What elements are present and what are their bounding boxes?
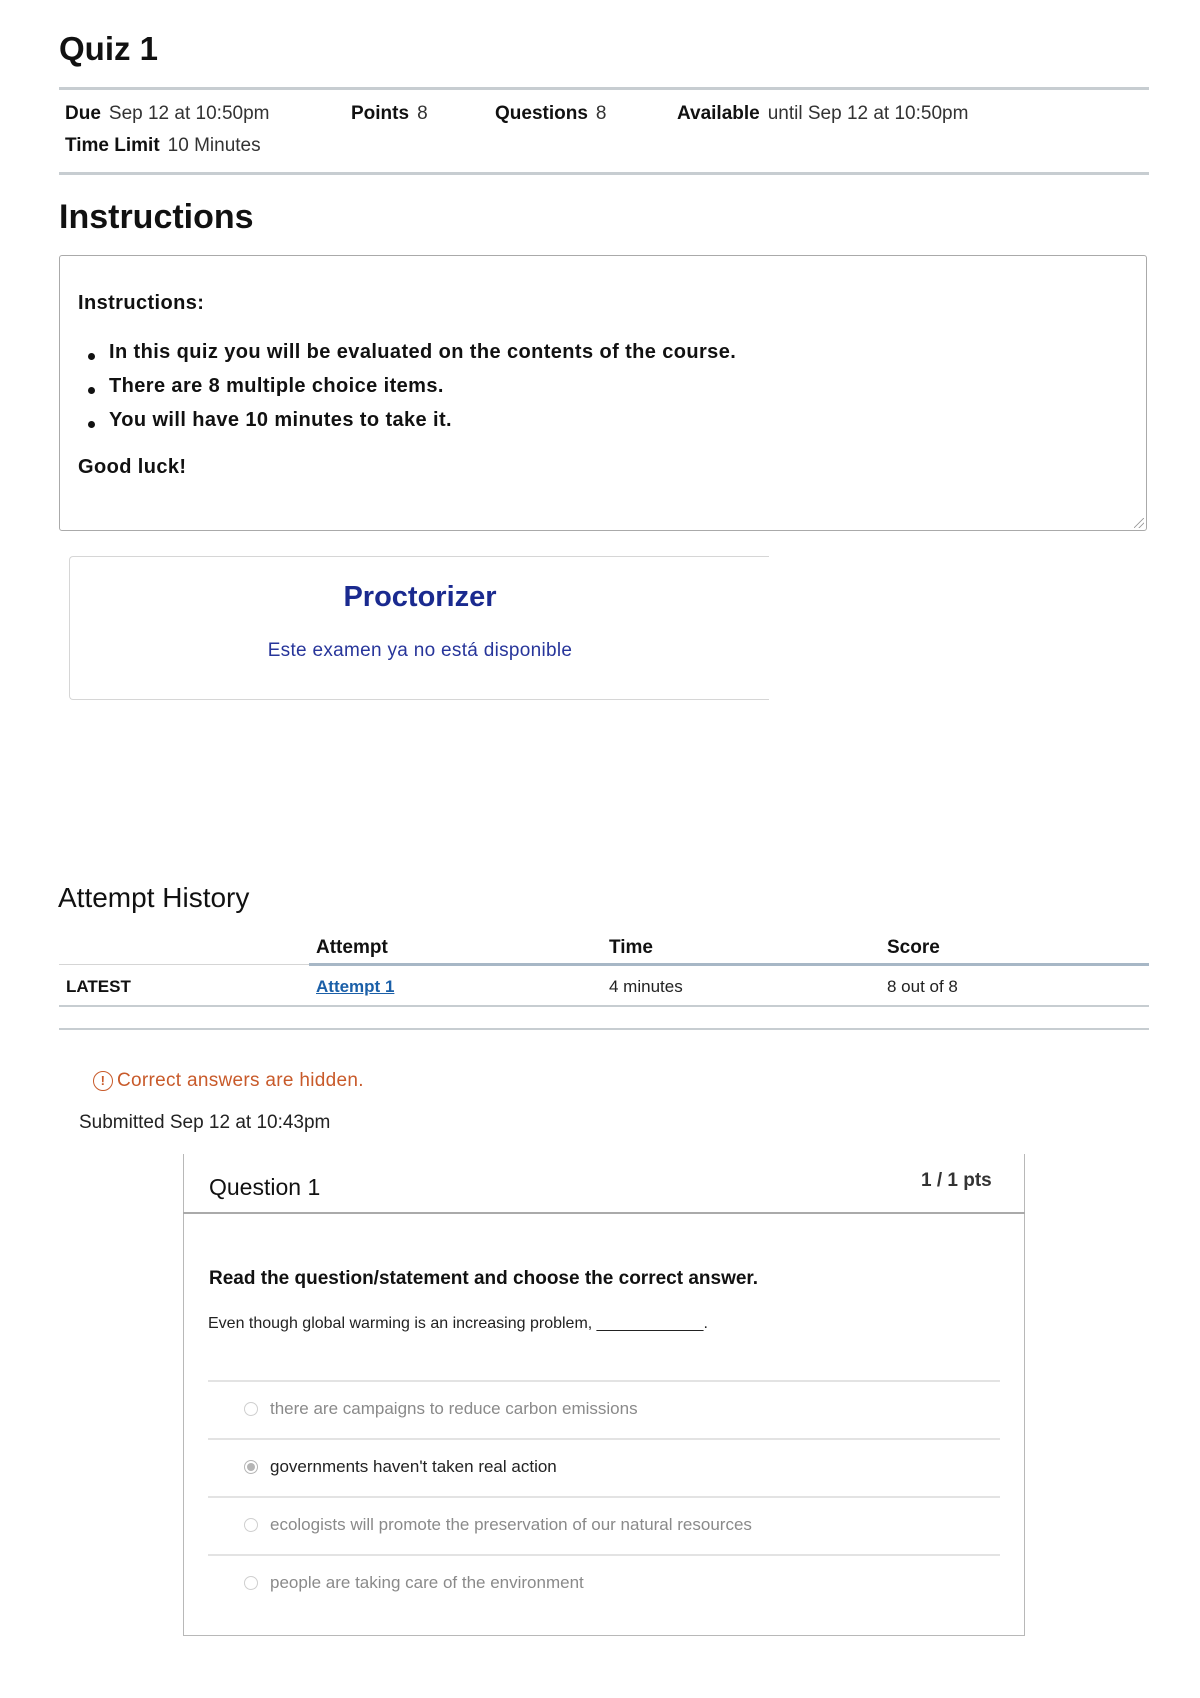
bullet-icon [88, 421, 95, 428]
bullet-icon [88, 353, 95, 360]
available-value: until Sep 12 at 10:50pm [767, 103, 969, 124]
instruction-item: There are 8 multiple choice items. [109, 375, 444, 397]
proctorizer-message: Este examen ya no está disponible [267, 640, 573, 661]
attempt-time: 4 minutes [609, 977, 683, 996]
due-label: Due [65, 103, 101, 124]
question-header-divider [183, 1212, 1025, 1214]
instruction-item: In this quiz you will be evaluated on the contents of the course. [109, 341, 737, 363]
answer-divider [208, 1554, 1000, 1556]
column-header-score: Score [887, 937, 940, 958]
column-header-attempt: Attempt [316, 937, 388, 958]
proctorizer-panel [69, 556, 769, 700]
due-value: Sep 12 at 10:50pm [108, 103, 270, 124]
answer-divider [208, 1380, 1000, 1382]
attempt-history-heading: Attempt History [58, 882, 250, 913]
due-info [65, 103, 269, 125]
points-label: Points [351, 103, 410, 124]
divider [59, 87, 1149, 90]
attempt-1-link[interactable]: Attempt 1 [316, 977, 395, 996]
questions-label: Questions [495, 103, 588, 124]
table-header-line [59, 964, 309, 965]
correct-hidden-text: Correct answers are hidden. [117, 1070, 364, 1091]
question-points: 1 / 1 pts [921, 1170, 992, 1191]
questions-value: 8 [595, 103, 607, 124]
submitted-timestamp: Submitted Sep 12 at 10:43pm [79, 1112, 331, 1133]
instructions-heading: Instructions [59, 198, 254, 236]
page-title: Quiz 1 [59, 30, 159, 67]
time-limit-info [65, 135, 261, 157]
resize-handle-icon[interactable] [1134, 518, 1144, 528]
instructions-closing: Good luck! [78, 456, 187, 478]
divider [59, 1028, 1149, 1030]
attempt-score: 8 out of 8 [887, 977, 958, 996]
answer-radio[interactable] [244, 1576, 258, 1590]
questions-info [495, 103, 606, 125]
divider [59, 172, 1149, 175]
proctorizer-title: Proctorizer [343, 581, 497, 613]
question-title: Question 1 [209, 1174, 321, 1200]
answer-option-selected[interactable]: governments haven't taken real action [270, 1457, 557, 1476]
latest-label: LATEST [66, 977, 131, 996]
answer-divider [208, 1438, 1000, 1440]
answer-radio[interactable] [244, 1518, 258, 1532]
points-info [351, 103, 428, 125]
time-limit-value: 10 Minutes [167, 135, 261, 156]
available-info [677, 103, 968, 125]
correct-answers-hidden-alert [93, 1070, 364, 1092]
answer-divider [208, 1496, 1000, 1498]
table-row-line [59, 1005, 1149, 1007]
question-prompt: Read the question/statement and choose the correct answer. [209, 1268, 759, 1289]
answer-option[interactable]: people are taking care of the environment [270, 1573, 584, 1592]
available-label: Available [677, 103, 760, 124]
answer-option[interactable]: there are campaigns to reduce carbon emissions [270, 1399, 638, 1418]
table-header-line [309, 963, 1149, 966]
instruction-item: You will have 10 minutes to take it. [109, 409, 453, 431]
time-limit-label: Time Limit [65, 135, 160, 156]
instructions-box-title: Instructions: [78, 292, 205, 314]
instructions-box[interactable] [59, 255, 1147, 531]
answer-radio-selected[interactable] [244, 1460, 258, 1474]
bullet-icon [88, 387, 95, 394]
answer-radio[interactable] [244, 1402, 258, 1416]
question-text: Even though global warming is an increasing problem, ____________. [208, 1315, 708, 1332]
points-value: 8 [417, 103, 428, 124]
table-row [316, 977, 394, 997]
question-card [183, 1154, 1025, 1636]
alert-icon: ! [93, 1071, 113, 1091]
answer-option[interactable]: ecologists will promote the preservation of our natural resources [270, 1515, 752, 1534]
column-header-time: Time [609, 937, 654, 958]
